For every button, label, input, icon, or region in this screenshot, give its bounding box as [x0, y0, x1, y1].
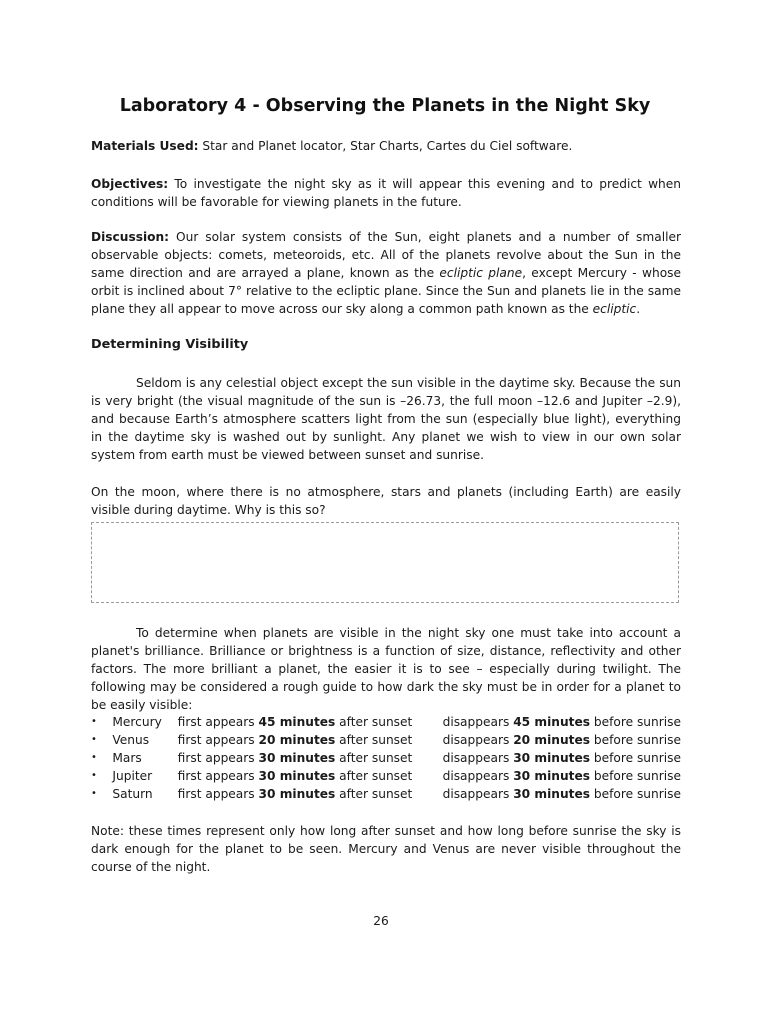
- planet-name: Mars: [112, 751, 142, 765]
- bullet: •: [91, 734, 97, 745]
- list-item: [91, 767, 681, 785]
- first-appears-suffix: after sunset: [339, 769, 413, 783]
- disappears-suffix: before sunrise: [593, 751, 681, 765]
- disappears-suffix: before sunrise: [593, 769, 681, 783]
- first-appears-text: [178, 731, 443, 749]
- disappears-prefix: disappears: [442, 787, 510, 801]
- answer-box[interactable]: [91, 522, 679, 603]
- disappears-prefix: disappears: [442, 715, 510, 729]
- materials-paragraph: [91, 137, 681, 155]
- disappears-text: [443, 713, 681, 731]
- disappears-prefix: disappears: [442, 769, 510, 783]
- ecliptic-plane-term: ecliptic plane: [439, 266, 523, 280]
- objectives-paragraph: [91, 175, 681, 211]
- first-appears-prefix: first appears: [177, 733, 255, 747]
- disappears-text: [443, 749, 681, 767]
- first-appears-text: [178, 749, 443, 767]
- objectives-label: Objectives:: [91, 177, 169, 191]
- list-item: [91, 713, 681, 731]
- moon-question: On the moon, where there is no atmosphere, stars and planets (including Earth) are easily visible during daytime. Why is this so?: [91, 485, 681, 517]
- first-appears-minutes: 45 minutes: [258, 715, 336, 729]
- visibility-paragraph: Seldom is any celestial object except the sun visible in the daytime sky. Because the sun is very bright (the visual magnitude of the sun is –26.73, the full moon –12.6 and Jupiter –2.9), and because Earth’s atmosphere scatters light from the sun (especially blue light), everything in the daytime sky is washed out by sunlight. Any planet we wish to view in our own solar system from earth must be viewed between sunset and sunrise.: [91, 376, 681, 462]
- brilliance-paragraph: To determine when planets are visible in the night sky one must take into account a planet's brilliance. Brilliance or brightness is a function of size, distance, reflectivity and other factors. The more brilliant a planet, the easier it is to see – especially during twilight. The following may be considered a rough guide to how dark the sky must be in order for a planet to be easily visible:: [91, 626, 681, 712]
- first-appears-suffix: after sunset: [339, 733, 413, 747]
- planet-visibility-list: [91, 713, 681, 803]
- page-title: Laboratory 4 - Observing the Planets in the Night Sky: [119, 96, 651, 116]
- disappears-text: [443, 785, 681, 803]
- first-appears-text: [178, 767, 443, 785]
- first-appears-prefix: first appears: [177, 769, 255, 783]
- first-appears-minutes: 30 minutes: [258, 769, 336, 783]
- objectives-text: To investigate the night sky as it will appear this evening and to predict when conditions will be favorable for viewing planets in the future.: [91, 177, 682, 209]
- disappears-suffix: before sunrise: [593, 787, 681, 801]
- discussion-paragraph: [91, 228, 681, 318]
- discussion-text-b: , except Mercury - whose orbit is inclined about 7° relative to the ecliptic plane. Since the Sun and planets lie in the same plane they all appear to move across our sky along a common path known as the: [91, 266, 682, 316]
- first-appears-prefix: first appears: [177, 787, 255, 801]
- list-item: [91, 785, 681, 803]
- first-appears-suffix: after sunset: [339, 715, 413, 729]
- materials-text: Star and Planet locator, Star Charts, Cartes du Ciel software.: [202, 139, 573, 153]
- first-appears-suffix: after sunset: [339, 787, 413, 801]
- first-appears-suffix: after sunset: [339, 751, 413, 765]
- disappears-prefix: disappears: [442, 751, 510, 765]
- disappears-minutes: 30 minutes: [513, 769, 590, 783]
- planet-name: Jupiter: [112, 769, 153, 783]
- disappears-minutes: 30 minutes: [513, 751, 590, 765]
- planet-name: Saturn: [112, 787, 153, 801]
- bullet: •: [91, 770, 97, 781]
- note-paragraph: Note: these times represent only how long after sunset and how long before sunrise the sky is dark enough for the planet to be seen. Mercury and Venus are never visible throughout the course of the night.: [91, 824, 681, 874]
- disappears-suffix: before sunrise: [593, 715, 681, 729]
- planet-name: Mercury: [112, 715, 162, 729]
- materials-label: Materials Used:: [91, 139, 199, 153]
- disappears-text: [443, 767, 681, 785]
- discussion-text-c: .: [636, 302, 641, 316]
- page-number: 26: [373, 914, 389, 928]
- section-heading-visibility: Determining Visibility: [91, 337, 249, 352]
- planet-name: Venus: [112, 733, 150, 747]
- list-item: [91, 749, 681, 767]
- first-appears-text: [178, 785, 443, 803]
- ecliptic-term: ecliptic: [592, 302, 637, 316]
- first-appears-minutes: 30 minutes: [258, 787, 336, 801]
- disappears-suffix: before sunrise: [593, 733, 681, 747]
- discussion-label: Discussion:: [91, 230, 170, 244]
- list-item: [91, 731, 681, 749]
- discussion-text-a: Our solar system consists of the Sun, eight planets and a number of smaller observable objects: comets, meteoroids, etc. All of the planets revolve about the Sun in the same direction and are arrayed a plane, known as the: [91, 230, 682, 280]
- first-appears-minutes: 20 minutes: [258, 733, 336, 747]
- disappears-text: [443, 731, 681, 749]
- first-appears-prefix: first appears: [177, 751, 255, 765]
- bullet: •: [91, 788, 97, 799]
- disappears-minutes: 45 minutes: [513, 715, 590, 729]
- bullet: •: [91, 716, 97, 727]
- first-appears-minutes: 30 minutes: [258, 751, 336, 765]
- disappears-minutes: 20 minutes: [513, 733, 590, 747]
- bullet: •: [91, 752, 97, 763]
- first-appears-prefix: first appears: [177, 715, 255, 729]
- first-appears-text: [178, 713, 443, 731]
- disappears-prefix: disappears: [442, 733, 510, 747]
- disappears-minutes: 30 minutes: [513, 787, 590, 801]
